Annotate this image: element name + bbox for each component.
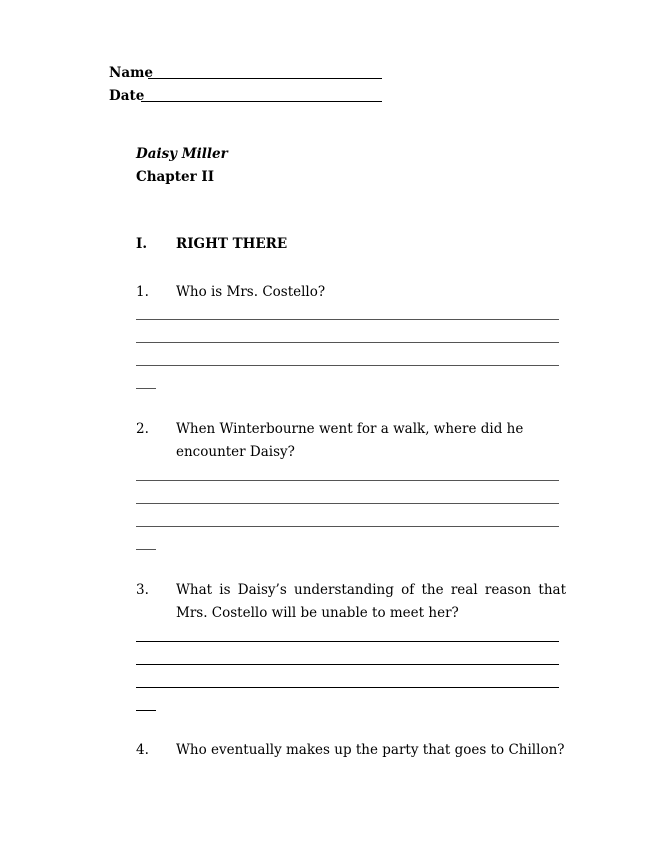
- answer-line-end[interactable]: [136, 549, 156, 550]
- question-number: 1.: [136, 284, 149, 300]
- question-text: When Winterbourne went for a walk, where did he encounter Daisy?: [176, 421, 524, 460]
- answer-line[interactable]: [136, 526, 559, 527]
- name-label: Name: [109, 65, 153, 81]
- answer-line[interactable]: [136, 365, 559, 366]
- answer-line[interactable]: [136, 480, 559, 481]
- question-text: What is Daisy’s understanding of the real reason that Mrs. Costello will be unable to meet her?: [176, 582, 566, 621]
- question-text: Who is Mrs. Costello?: [176, 284, 326, 300]
- date-label: Date: [109, 88, 145, 104]
- section-numeral: I.: [136, 236, 148, 252]
- date-field[interactable]: [141, 101, 382, 102]
- answer-line-end[interactable]: [136, 388, 156, 389]
- answer-line-end[interactable]: [136, 710, 156, 711]
- question-number: 3.: [136, 582, 149, 598]
- answer-line[interactable]: [136, 342, 559, 343]
- work-title: Daisy Miller: [136, 146, 228, 162]
- question-text: Who eventually makes up the party that goes to Chillon?: [176, 742, 565, 758]
- question-number: 4.: [136, 742, 149, 758]
- chapter-heading: Chapter II: [136, 169, 215, 185]
- section-title: RIGHT THERE: [176, 236, 288, 252]
- question-number: 2.: [136, 421, 149, 437]
- answer-line[interactable]: [136, 319, 559, 320]
- answer-line[interactable]: [136, 664, 559, 665]
- answer-line[interactable]: [136, 687, 559, 688]
- answer-line[interactable]: [136, 641, 559, 642]
- name-field[interactable]: [148, 78, 382, 79]
- answer-line[interactable]: [136, 503, 559, 504]
